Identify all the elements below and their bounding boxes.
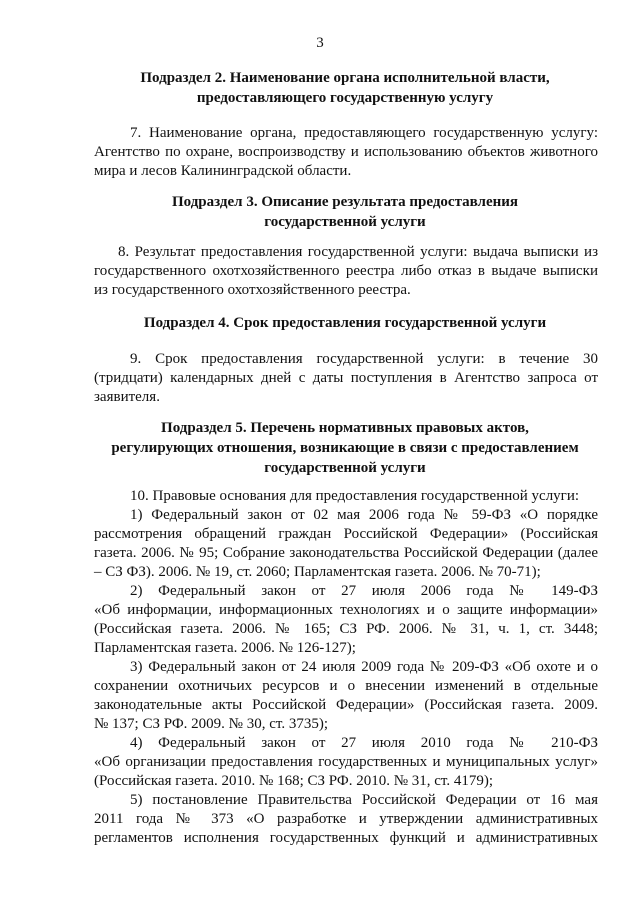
text-line: № 137; СЗ РФ. 2009. № 30, ст. 3735); (94, 716, 328, 732)
heading-line: государственной услуги (264, 460, 426, 476)
heading-subsection-5 (90, 418, 600, 478)
text-line: 5) постановление Правительства Российской Федерации от 16 мая (130, 792, 598, 808)
page-number: 3 (316, 35, 324, 51)
text-line: 8. Результат предоставления государственной услуги: выдача выписки из (118, 244, 598, 260)
heading-line: предоставляющего государственную услугу (196, 90, 494, 106)
paragraph-10 (94, 487, 598, 848)
heading-line: государственной услуги (264, 214, 426, 230)
text-line: – СЗ ФЗ). 2006. № 19, ст. 2060; Парламентская газета. 2006. № 70-71); (94, 564, 541, 580)
text-line: «Об информации, информационных технологиях и о защите информации» (94, 602, 598, 618)
heading-line: Подраздел 5. Перечень нормативных правовых актов, (161, 420, 529, 436)
text-line: Агентство по охране, воспроизводству и использованию объектов животного (94, 144, 598, 160)
heading-subsection-3 (90, 192, 600, 232)
text-line: 4) Федеральный закон от 27 июля 2010 года № 210-ФЗ (130, 735, 598, 751)
heading-subsection-4 (90, 313, 600, 333)
text-line: 10. Правовые основания для предоставления государственной услуги: (130, 488, 580, 504)
text-line: газета. 2006. № 95; Собрание законодательства Российской Федерации (далее (94, 545, 598, 561)
text-line: регламентов исполнения государственных функций и административных (94, 830, 598, 846)
heading-line: Подраздел 3. Описание результата предоставления (171, 194, 519, 210)
text-line: 3) Федеральный закон от 24 июля 2009 года № 209-ФЗ «Об охоте и о (130, 659, 598, 675)
text-line: сохранении охотничьих ресурсов и о внесении изменений в отдельные (94, 678, 598, 694)
text-line: (Российская газета. 2006. № 165; СЗ РФ. 2006. № 31, ч. 1, ст. 3448; (94, 621, 598, 637)
text-line: «Об организации предоставления государственных и муниципальных услуг» (94, 754, 598, 770)
text-line: из государственного охотхозяйственного реестра. (94, 282, 411, 298)
heading-line: Подраздел 2. Наименование органа исполнительной власти, (140, 70, 550, 86)
text-line: государственного охотхозяйственного реестра либо отказ в выдаче выписки (94, 263, 598, 279)
text-line: 1) Федеральный закон от 02 мая 2006 года № 59-ФЗ «О порядке (130, 507, 598, 523)
text-line: 7. Наименование органа, предоставляющего государственную услугу: (130, 125, 598, 141)
text-line: Парламентская газета. 2006. № 126-127); (94, 640, 356, 656)
text-line: рассмотрения обращений граждан Российской Федерации» (Российская (94, 526, 598, 542)
text-line: заявителя. (94, 389, 160, 405)
text-line: мира и лесов Калининградской области. (94, 163, 352, 179)
heading-subsection-2 (90, 68, 600, 108)
paragraph-8 (94, 243, 598, 300)
text-line: (Российская газета. 2010. № 168; СЗ РФ. 2010. № 31, ст. 4179); (94, 773, 494, 789)
text-line: 2) Федеральный закон от 27 июля 2006 года № 149-ФЗ (130, 583, 598, 599)
text-line: законодательные акты Российской Федерации» (Российская газета. 2009. (94, 697, 598, 713)
paragraph-7 (94, 124, 598, 181)
text-line: (тридцати) календарных дней с даты поступления в Агентство запроса от (94, 370, 598, 386)
heading-line: Подраздел 4. Срок предоставления государственной услуги (143, 315, 547, 331)
paragraph-9 (94, 350, 598, 407)
text-line: 9. Срок предоставления государственной услуги: в течение 30 (130, 351, 598, 367)
heading-line: регулирующих отношения, возникающие в связи с предоставлением (111, 440, 579, 456)
text-line: 2011 года № 373 «О разработке и утверждении административных (94, 811, 598, 827)
